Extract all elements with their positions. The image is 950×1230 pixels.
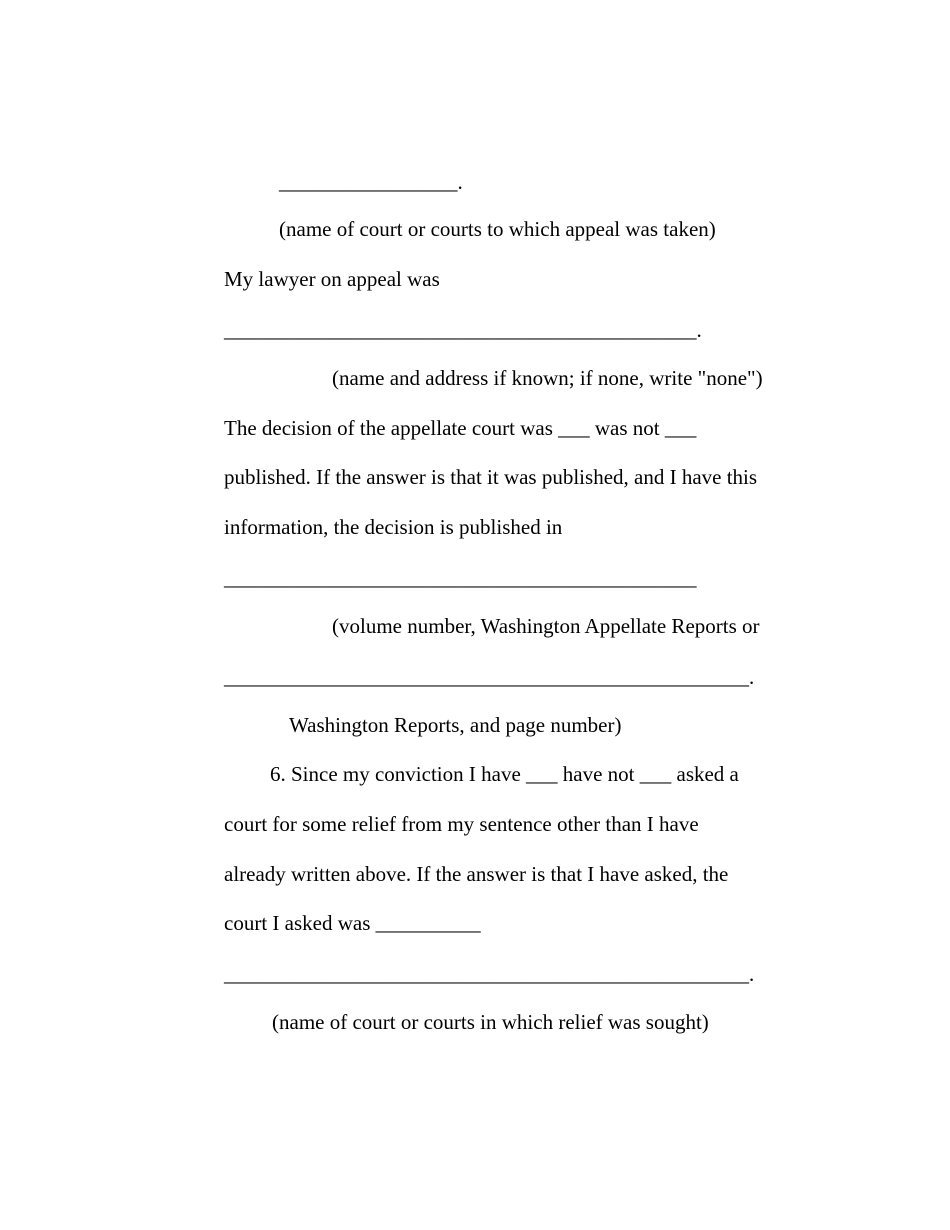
blank-line-reports: __________________________________________________. — [224, 665, 755, 689]
blank-line-lawyer: _____________________________________________. — [224, 318, 702, 342]
published-in-text: information, the decision is published in — [224, 515, 563, 539]
court-asked-text: court I asked was __________ — [224, 911, 481, 935]
caption-washington-reports: Washington Reports, and page number) — [289, 713, 622, 737]
item-6-text: 6. Since my conviction I have ___ have not ___ asked a — [270, 762, 739, 786]
caption-volume-number: (volume number, Washington Appellate Reports or — [332, 614, 760, 638]
blank-line-publication: _____________________________________________ — [224, 566, 697, 590]
decision-published-text: The decision of the appellate court was ___ was not ___ — [224, 416, 697, 440]
blank-line-relief-court: __________________________________________________. — [224, 962, 755, 986]
caption-lawyer: (name and address if known; if none, write "none") — [332, 366, 763, 390]
caption-relief-court: (name of court or courts in which relief was sought) — [272, 1010, 709, 1034]
already-written-text: already written above. If the answer is that I have asked, the — [224, 862, 729, 886]
relief-text: court for some relief from my sentence other than I have — [224, 812, 699, 836]
lawyer-on-appeal-text: My lawyer on appeal was — [224, 267, 440, 291]
published-answer-text: published. If the answer is that it was published, and I have this — [224, 465, 758, 489]
blank-line-court-appeal: _________________. — [279, 170, 463, 194]
caption-court-appeal: (name of court or courts to which appeal was taken) — [279, 217, 716, 241]
